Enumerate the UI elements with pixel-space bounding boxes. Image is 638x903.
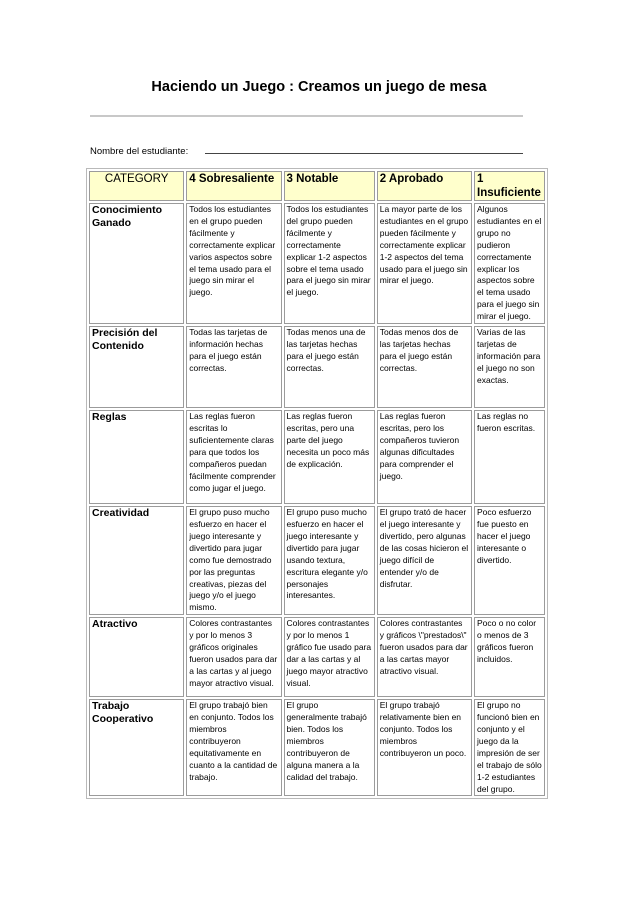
student-name-line — [205, 153, 523, 154]
page-title: Haciendo un Juego : Creamos un juego de mesa — [151, 79, 487, 95]
rubric-cell: Todas menos una de las tarjetas hechas para el juego están correctas. — [284, 326, 375, 408]
rubric-cell: Todos los estudiantes del grupo pueden fácilmente y correctamente explicar 1-2 aspectos sobre el tema usado para el juego sin mirar el juego. — [284, 203, 375, 324]
column-header-level-1: 1 Insuficiente — [474, 171, 545, 201]
rubric-row-conocimiento-ganado — [89, 203, 545, 324]
column-header-level-4: 4 Sobresaliente — [186, 171, 281, 201]
criterion-label: Reglas — [89, 410, 184, 504]
column-header-level-3: 3 Notable — [284, 171, 375, 201]
rubric-cell: El grupo trató de hacer el juego interesante y divertido, pero algunas de las cosas hicieron el juego difícil de entender y/o de disfrutar. — [377, 506, 472, 615]
criterion-label: Precisión del Contenido — [89, 326, 184, 408]
rubric-cell: Las reglas fueron escritas, pero una parte del juego necesita un poco más de explicación. — [284, 410, 375, 504]
rubric-cell: Todas menos dos de las tarjetas hechas para el juego están correctas. — [377, 326, 472, 408]
criterion-label: Conocimiento Ganado — [89, 203, 184, 324]
rubric-cell: Algunos estudiantes en el grupo no pudieron correctamente explicar los aspectos sobre el tema usado para el juego sin mirar el juego. — [474, 203, 545, 324]
criterion-label: Atractivo — [89, 617, 184, 697]
rubric-cell: El grupo puso mucho esfuerzo en hacer el juego interesante y divertido para jugar usando textura, escritura elegante y/o personajes interesantes. — [284, 506, 375, 615]
column-header-level-2: 2 Aprobado — [377, 171, 472, 201]
rubric-cell: Las reglas no fueron escritas. — [474, 410, 545, 504]
criterion-label: Creatividad — [89, 506, 184, 615]
rubric-row-trabajo-cooperativo — [89, 699, 545, 796]
rubric-cell: Todos los estudiantes en el grupo pueden fácilmente y correctamente explicar varios aspectos sobre el tema usado para el juego sin mirar el juego. — [186, 203, 281, 324]
rubric-cell: Poco esfuerzo fue puesto en hacer el juego interesante o divertido. — [474, 506, 545, 615]
rubric-cell: Todas las tarjetas de información hechas para el juego están correctas. — [186, 326, 281, 408]
rubric-cell: Poco o no color o menos de 3 gráficos fueron incluidos. — [474, 617, 545, 697]
rubric-table — [86, 168, 548, 799]
rubric-row-precision-del-contenido — [89, 326, 545, 408]
rubric-cell: Colores contrastantes y gráficos \"prestados\" fueron usados para dar a las cartas mayor atractivo visual. — [377, 617, 472, 697]
rubric-row-reglas — [89, 410, 545, 504]
rubric-cell: La mayor parte de los estudiantes en el grupo pueden fácilmente y correctamente explicar 1-2 aspectos del tema usado para el juego sin mirar el juego. — [377, 203, 472, 324]
rubric-cell: Las reglas fueron escritas lo suficientemente claras para que todos los compañeros puedan fácilmente comprender como jugar el juego. — [186, 410, 281, 504]
rubric-cell: Colores contrastantes y por lo menos 3 gráficos originales fueron usados para dar a las cartas y al juego mayor atractivo visual. — [186, 617, 281, 697]
rubric-cell: Las reglas fueron escritas, pero los compañeros tuvieron algunas dificultades para comprender el juego. — [377, 410, 472, 504]
column-header-category: CATEGORY — [89, 171, 184, 201]
rubric-cell: Varias de las tarjetas de información para el juego no son exactas. — [474, 326, 545, 408]
rubric-cell: Colores contrastantes y por lo menos 1 gráfico fue usado para dar a las cartas y al juego mayor atractivo visual. — [284, 617, 375, 697]
rubric-header-row — [89, 171, 545, 201]
criterion-label: Trabajo Cooperativo — [89, 699, 184, 796]
rubric-cell: El grupo generalmente trabajó bien. Todos los miembros contribuyeron de alguna manera a la calidad del trabajo. — [284, 699, 375, 796]
rubric-row-atractivo — [89, 617, 545, 697]
rubric-cell: El grupo no funcionó bien en conjunto y el juego da la impresión de ser el trabajo de sólo 1-2 estudiantes del grupo. — [474, 699, 545, 796]
student-name-label: Nombre del estudiante: — [90, 146, 189, 157]
title-divider — [90, 115, 523, 117]
rubric-cell: El grupo trabajó bien en conjunto. Todos los miembros contribuyeron equitativamente en cuanto a la cantidad de trabajo. — [186, 699, 281, 796]
rubric-cell: El grupo trabajó relativamente bien en conjunto. Todos los miembros contribuyeron un poco. — [377, 699, 472, 796]
rubric-row-creatividad — [89, 506, 545, 615]
rubric-cell: El grupo puso mucho esfuerzo en hacer el juego interesante y divertido para jugar como fue demostrado por las preguntas creativas, piezas del juego y/o el juego mismo. — [186, 506, 281, 615]
